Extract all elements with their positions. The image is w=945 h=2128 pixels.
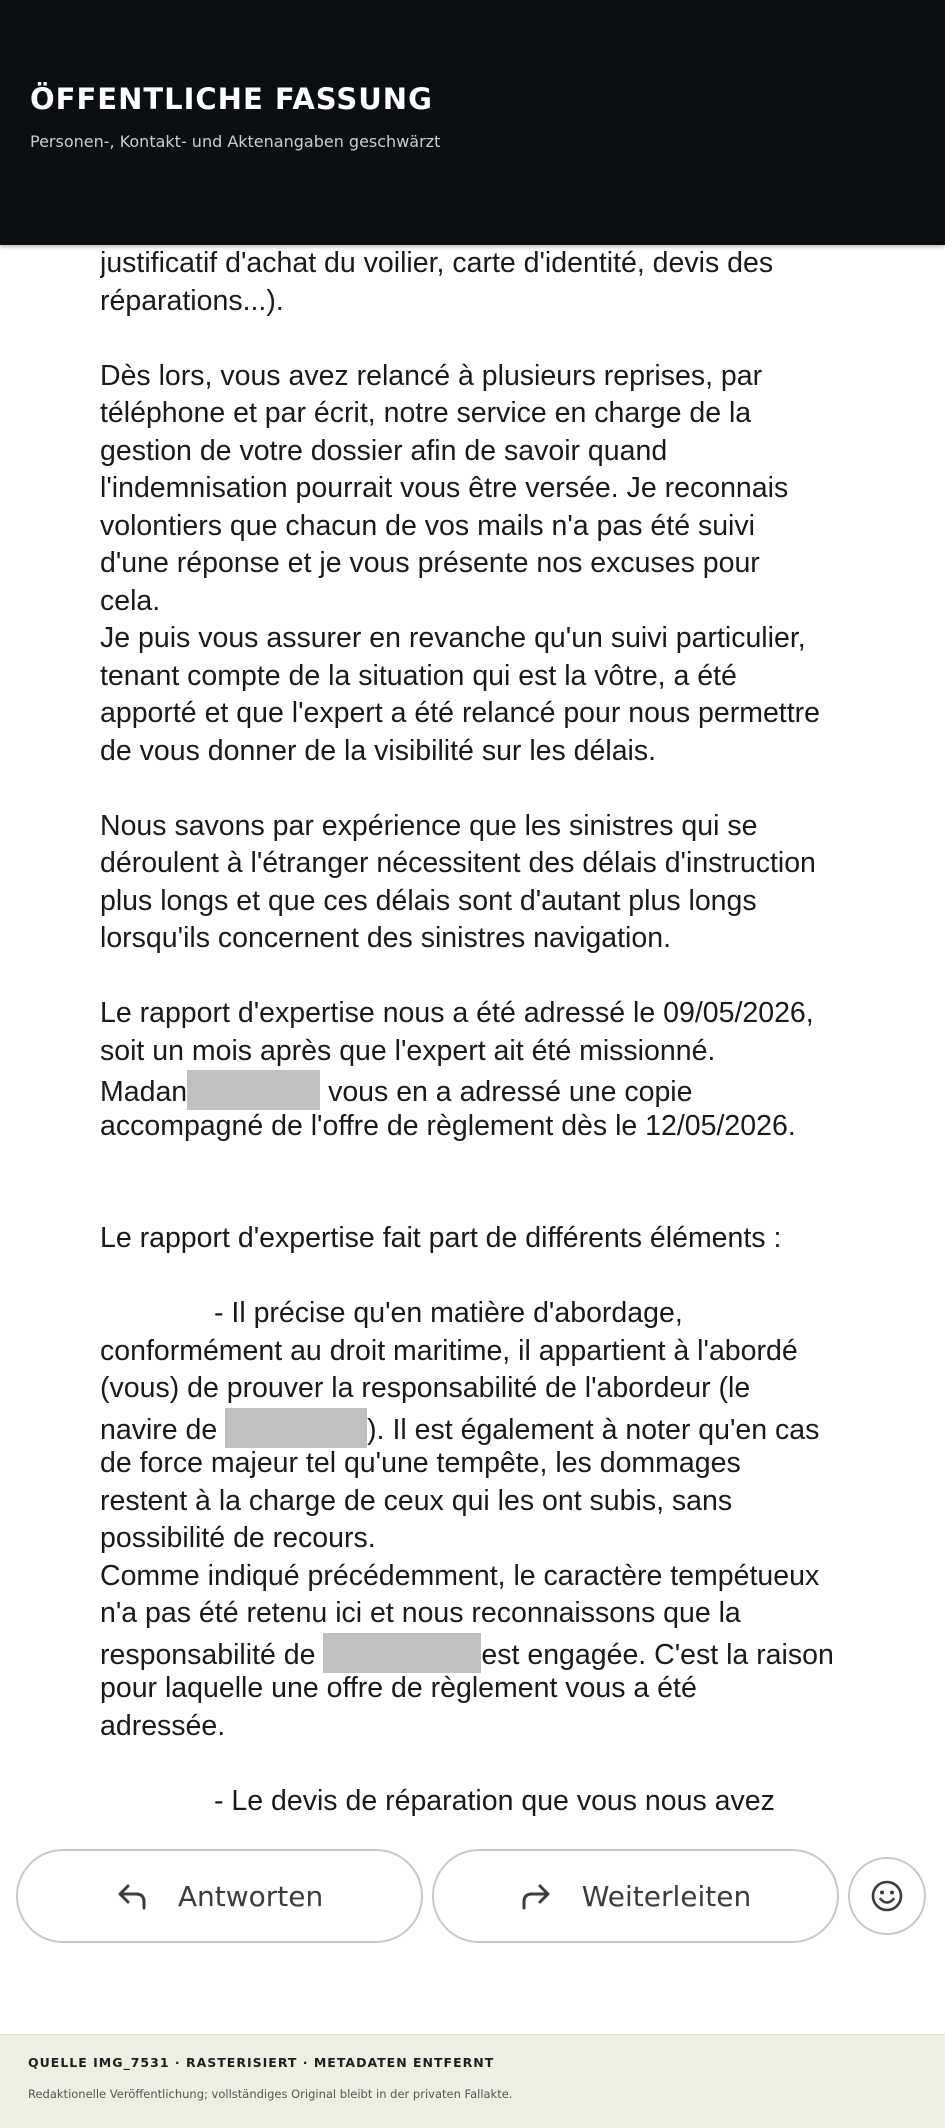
body-line: (vous) de prouver la responsabilité de l'abordeur (le <box>100 1372 751 1404</box>
body-line: adressée. <box>100 1709 226 1742</box>
navire-text-start: navire de <box>100 1413 226 1446</box>
body-line-responsabilite <box>100 1633 900 1671</box>
body-line: conformément au droit maritime, il appartient à l'abordé <box>100 1334 798 1367</box>
body-line: lorsqu'ils concernent des sinistres navigation. <box>100 922 671 954</box>
madame-text-start: Madan <box>100 1076 188 1108</box>
body-line: pour laquelle une offre de règlement vous a été <box>100 1672 697 1704</box>
reply-arrow-icon <box>116 1882 148 1910</box>
body-line: volontiers que chacun de vos mails n'a pas été suivi <box>100 509 755 542</box>
body-line: réparations...). <box>100 284 284 317</box>
body-line: justificatif d'achat du voilier, carte d'identité, devis des <box>100 247 774 279</box>
body-line: apporté et que l'expert a été relancé pour nous permettre <box>100 697 820 729</box>
email-body <box>100 245 900 1825</box>
smiley-icon <box>870 1879 904 1913</box>
body-line: tenant compte de la situation qui est la vôtre, a été <box>100 659 737 692</box>
bullet-line: - Le devis de réparation que vous nous avez <box>214 1784 775 1817</box>
body-line: restent à la charge de ceux qui les ont subis, sans <box>100 1484 733 1517</box>
body-line: téléphone et par écrit, notre service en charge de la <box>100 397 752 429</box>
body-line: n'a pas été retenu ici et nous reconnaissons que la <box>100 1597 741 1629</box>
navire-text-end: ). Il est également à noter qu'en cas <box>367 1413 820 1446</box>
body-line-navire <box>100 1408 900 1446</box>
forward-label: Weiterleiten <box>581 1879 752 1913</box>
resp-text-end: est engagée. C'est la raison <box>481 1638 834 1671</box>
reply-button[interactable] <box>16 1849 423 1943</box>
body-line: de vous donner de la visibilité sur les délais. <box>100 734 657 767</box>
redaction-box <box>187 1070 320 1110</box>
redaction-box <box>323 1633 481 1673</box>
emoji-reaction-button[interactable] <box>848 1857 926 1935</box>
banner-subtitle: Personen-, Kontakt- und Aktenangaben geschwärzt <box>30 132 441 151</box>
footer-note: Redaktionelle Veröffentlichung; vollständiges Original bleibt in der privaten Fallakte. <box>28 2087 513 2101</box>
body-line: Comme indiqué précédemment, le caractère tempétueux <box>100 1559 820 1592</box>
body-line: Le rapport d'expertise nous a été adressé le 09/05/2026, <box>100 997 814 1029</box>
body-line: Dès lors, vous avez relancé à plusieurs reprises, par <box>100 359 763 392</box>
redaction-box <box>225 1408 367 1448</box>
madame-text-end: vous en a adressé une copie <box>320 1076 693 1108</box>
body-line: accompagné de l'offre de règlement dès le 12/05/2026. <box>100 1109 796 1142</box>
body-line: Je puis vous assurer en revanche qu'un suivi particulier, <box>100 622 806 654</box>
blank-line <box>100 1183 900 1221</box>
body-line: soit un mois après que l'expert ait été missionné. <box>100 1034 716 1067</box>
banner-title: ÖFFENTLICHE FASSUNG <box>30 82 433 116</box>
body-line: cela. <box>100 584 161 617</box>
body-line: déroulent à l'étranger nécessitent des délais d'instruction <box>100 847 816 879</box>
blank-line <box>100 320 900 358</box>
body-line: possibilité de recours. <box>100 1522 376 1554</box>
footer-title: QUELLE IMG_7531 · RASTERISIERT · METADATEN ENTFERNT <box>28 2055 495 2070</box>
body-line: Nous savons par expérience que les sinistres qui se <box>100 809 758 842</box>
blank-line <box>100 770 900 808</box>
blank-line <box>100 1745 900 1783</box>
resp-text-start: responsabilité de <box>100 1638 324 1671</box>
body-line: plus longs et que ces délais sont d'autant plus longs <box>100 884 757 917</box>
reply-label: Antworten <box>177 1879 324 1913</box>
blank-line <box>100 1145 900 1183</box>
body-line: Le rapport d'expertise fait part de différents éléments : <box>100 1222 782 1254</box>
blank-line <box>100 958 900 996</box>
action-bar <box>0 1825 945 1975</box>
body-line: l'indemnisation pourrait vous être versée. Je reconnais <box>100 472 789 504</box>
body-line: gestion de votre dossier afin de savoir quand <box>100 434 668 467</box>
body-line: de force majeur tel qu'une tempête, les dommages <box>100 1447 741 1479</box>
blank-line <box>100 1258 900 1296</box>
forward-button[interactable] <box>432 1849 839 1943</box>
source-footer <box>0 2034 945 2128</box>
public-version-banner <box>0 0 945 245</box>
body-line-madame <box>100 1070 900 1108</box>
forward-arrow-icon <box>520 1882 552 1910</box>
bullet-line: - Il précise qu'en matière d'abordage, <box>214 1297 683 1329</box>
body-line: d'une réponse et je vous présente nos excuses pour <box>100 547 760 579</box>
